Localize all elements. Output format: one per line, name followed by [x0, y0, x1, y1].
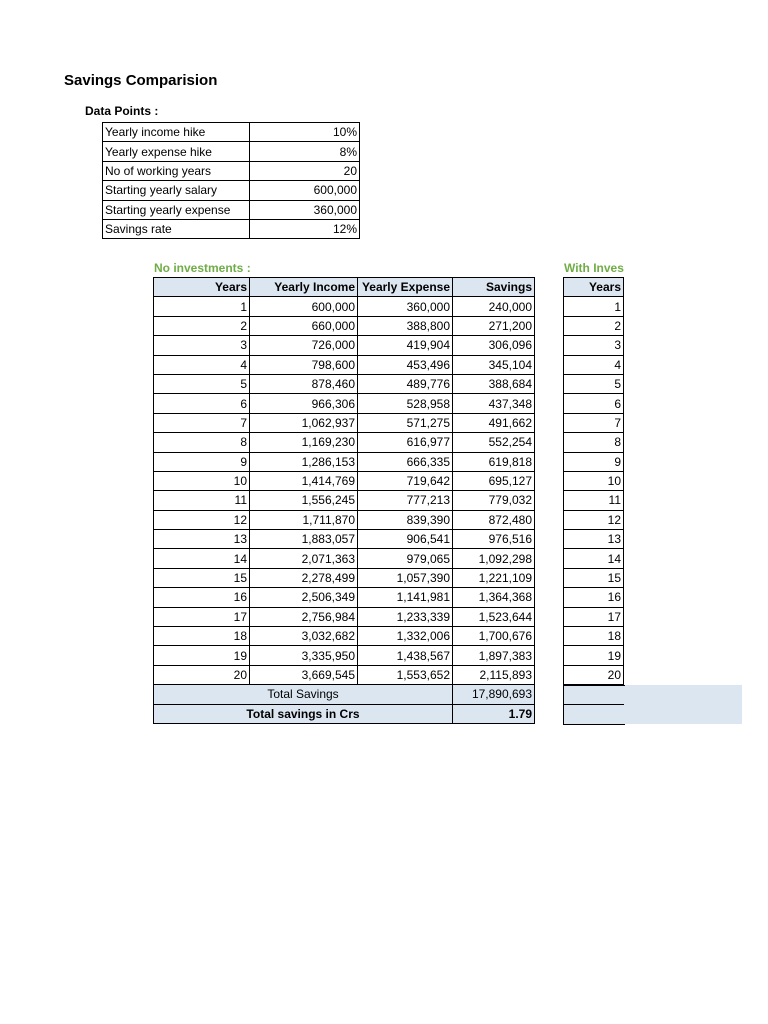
table-row [564, 433, 624, 452]
cell-year: 2 [154, 316, 250, 335]
cell-yearly-expense: 666,335 [358, 452, 453, 471]
cell-year: 6 [564, 394, 624, 413]
table-row [154, 646, 535, 665]
cell-year: 10 [564, 471, 624, 490]
cell-savings: 976,516 [453, 530, 535, 549]
cell-yearly-income: 1,883,057 [250, 530, 358, 549]
table-row [564, 510, 624, 529]
cell-yearly-expense: 388,800 [358, 316, 453, 335]
table-row [154, 491, 535, 510]
cell-yearly-income: 2,506,349 [250, 588, 358, 607]
cell-year: 9 [564, 452, 624, 471]
cell-year: 12 [154, 510, 250, 529]
cell-yearly-income: 1,169,230 [250, 433, 358, 452]
no-investments-label: No investments : [154, 261, 251, 275]
table-row [154, 510, 535, 529]
cell-year: 11 [564, 491, 624, 510]
table-row [564, 471, 624, 490]
cell-year: 10 [154, 471, 250, 490]
cell-yearly-income: 3,669,545 [250, 665, 358, 684]
table-row [564, 588, 624, 607]
with-investments-table-wrap [563, 277, 625, 685]
table-row [154, 336, 535, 355]
table-row [154, 316, 535, 335]
cell-yearly-expense: 1,438,567 [358, 646, 453, 665]
data-point-value: 10% [250, 123, 360, 142]
table-row [154, 433, 535, 452]
cell-year: 4 [564, 355, 624, 374]
cell-yearly-expense: 1,553,652 [358, 665, 453, 684]
cell-yearly-income: 966,306 [250, 394, 358, 413]
cell-savings: 552,254 [453, 433, 535, 452]
table-row [154, 549, 535, 568]
table-row [564, 413, 624, 432]
total-crs-value: 1.79 [453, 704, 535, 723]
cell-year: 6 [154, 394, 250, 413]
cell-yearly-expense: 777,213 [358, 491, 453, 510]
total-savings-value: 17,890,693 [453, 685, 535, 704]
cell-year: 15 [154, 568, 250, 587]
table-row [564, 355, 624, 374]
cell-year: 16 [564, 588, 624, 607]
cell-yearly-expense: 419,904 [358, 336, 453, 355]
cell-savings: 240,000 [453, 297, 535, 316]
cell-year: 3 [154, 336, 250, 355]
cell-yearly-expense: 616,977 [358, 433, 453, 452]
table-row [564, 665, 624, 684]
table-row [154, 452, 535, 471]
cell-year: 18 [154, 627, 250, 646]
table-row [564, 452, 624, 471]
data-point-label: Yearly expense hike [103, 142, 250, 161]
cell-yearly-expense: 719,642 [358, 471, 453, 490]
cell-yearly-expense: 360,000 [358, 297, 453, 316]
table-row [154, 588, 535, 607]
table-row [154, 627, 535, 646]
cell-yearly-income: 1,286,153 [250, 452, 358, 471]
cell-savings: 388,684 [453, 374, 535, 393]
header-savings: Savings [453, 278, 535, 297]
cell-year: 18 [564, 627, 624, 646]
data-point-label: Savings rate [103, 219, 250, 238]
data-point-value: 600,000 [250, 181, 360, 200]
data-points-label: Data Points : [85, 104, 159, 118]
cell-year: 5 [154, 374, 250, 393]
data-point-label: Starting yearly salary [103, 181, 250, 200]
header-yearly-income: Yearly Income [250, 278, 358, 297]
data-point-label: Starting yearly expense [103, 200, 250, 219]
cell-yearly-expense: 1,233,339 [358, 607, 453, 626]
cell-yearly-income: 798,600 [250, 355, 358, 374]
cell-yearly-income: 1,414,769 [250, 471, 358, 490]
cell-yearly-expense: 839,390 [358, 510, 453, 529]
cell-year: 16 [154, 588, 250, 607]
cell-yearly-expense: 906,541 [358, 530, 453, 549]
table-row [154, 568, 535, 587]
table-row [154, 394, 535, 413]
cell-yearly-income: 2,071,363 [250, 549, 358, 568]
table-row [564, 491, 624, 510]
data-point-value: 12% [250, 219, 360, 238]
table-row [564, 374, 624, 393]
cell-savings: 695,127 [453, 471, 535, 490]
cell-savings: 872,480 [453, 510, 535, 529]
cell-year: 8 [154, 433, 250, 452]
data-point-value: 8% [250, 142, 360, 161]
data-point-label: Yearly income hike [103, 123, 250, 142]
table-row [564, 646, 624, 665]
cell-yearly-income: 726,000 [250, 336, 358, 355]
data-points-table [102, 122, 360, 239]
cell-savings: 2,115,893 [453, 665, 535, 684]
table-row [154, 471, 535, 490]
with-investments-table [563, 277, 624, 685]
cell-yearly-income: 1,711,870 [250, 510, 358, 529]
cell-yearly-income: 660,000 [250, 316, 358, 335]
cell-yearly-expense: 571,275 [358, 413, 453, 432]
data-point-label: No of working years [103, 161, 250, 180]
header-yearly-expense: Yearly Expense [358, 278, 453, 297]
cell-savings: 1,364,368 [453, 588, 535, 607]
cell-savings: 1,700,676 [453, 627, 535, 646]
cell-yearly-income: 1,062,937 [250, 413, 358, 432]
total-crs-row [154, 704, 535, 723]
cell-year: 5 [564, 374, 624, 393]
data-point-row [103, 161, 360, 180]
cell-year: 3 [564, 336, 624, 355]
table-row [154, 607, 535, 626]
table-row [564, 394, 624, 413]
cell-yearly-expense: 453,496 [358, 355, 453, 374]
data-point-value: 20 [250, 161, 360, 180]
cell-year: 19 [154, 646, 250, 665]
cell-year: 1 [564, 297, 624, 316]
cell-year: 12 [564, 510, 624, 529]
cell-yearly-income: 3,335,950 [250, 646, 358, 665]
cell-year: 14 [154, 549, 250, 568]
with-investments-totals-area [563, 685, 742, 724]
cell-yearly-income: 878,460 [250, 374, 358, 393]
table-row [564, 316, 624, 335]
cell-year: 15 [564, 568, 624, 587]
cell-yearly-expense: 489,776 [358, 374, 453, 393]
data-point-row [103, 200, 360, 219]
cell-savings: 1,092,298 [453, 549, 535, 568]
table-header-row [564, 278, 624, 297]
data-point-row [103, 219, 360, 238]
table-row [154, 355, 535, 374]
cell-year: 1 [154, 297, 250, 316]
cell-year: 8 [564, 433, 624, 452]
table-row [564, 530, 624, 549]
cell-year: 2 [564, 316, 624, 335]
table-header-row [154, 278, 535, 297]
page-title: Savings Comparision [64, 72, 218, 89]
cell-year: 7 [154, 413, 250, 432]
cell-savings: 437,348 [453, 394, 535, 413]
cell-year: 4 [154, 355, 250, 374]
cell-savings: 779,032 [453, 491, 535, 510]
table-row [154, 413, 535, 432]
data-point-value: 360,000 [250, 200, 360, 219]
cell-yearly-expense: 1,057,390 [358, 568, 453, 587]
table-row [154, 530, 535, 549]
cell-savings: 306,096 [453, 336, 535, 355]
cell-yearly-expense: 528,958 [358, 394, 453, 413]
data-point-row [103, 142, 360, 161]
total-crs-label: Total savings in Crs [154, 704, 453, 723]
no-investments-table [153, 277, 535, 724]
cell-savings: 271,200 [453, 316, 535, 335]
cell-yearly-income: 3,032,682 [250, 627, 358, 646]
cell-savings: 1,897,383 [453, 646, 535, 665]
table-row [154, 297, 535, 316]
total-savings-label: Total Savings [154, 685, 453, 704]
cell-yearly-expense: 1,141,981 [358, 588, 453, 607]
header-years: Years [154, 278, 250, 297]
cell-year: 7 [564, 413, 624, 432]
table-row [564, 297, 624, 316]
cell-yearly-expense: 1,332,006 [358, 627, 453, 646]
data-point-row [103, 123, 360, 142]
table-row [154, 374, 535, 393]
table-row [564, 568, 624, 587]
cell-year: 19 [564, 646, 624, 665]
table-row [564, 549, 624, 568]
cell-year: 20 [154, 665, 250, 684]
cell-year: 13 [564, 530, 624, 549]
cell-year: 9 [154, 452, 250, 471]
data-point-row [103, 181, 360, 200]
cell-yearly-income: 2,756,984 [250, 607, 358, 626]
cell-savings: 619,818 [453, 452, 535, 471]
cell-yearly-income: 2,278,499 [250, 568, 358, 587]
table-row [154, 665, 535, 684]
header-years: Years [564, 278, 624, 297]
table-row [564, 607, 624, 626]
cell-yearly-income: 600,000 [250, 297, 358, 316]
cell-year: 17 [564, 607, 624, 626]
cell-savings: 345,104 [453, 355, 535, 374]
cell-year: 13 [154, 530, 250, 549]
cell-year: 17 [154, 607, 250, 626]
cell-year: 14 [564, 549, 624, 568]
cell-savings: 491,662 [453, 413, 535, 432]
with-investments-label: With Inves [564, 261, 624, 275]
cell-savings: 1,523,644 [453, 607, 535, 626]
cell-yearly-income: 1,556,245 [250, 491, 358, 510]
table-row [564, 627, 624, 646]
cell-yearly-expense: 979,065 [358, 549, 453, 568]
table-row [564, 336, 624, 355]
cell-year: 11 [154, 491, 250, 510]
total-savings-row [154, 685, 535, 704]
cell-year: 20 [564, 665, 624, 684]
cell-savings: 1,221,109 [453, 568, 535, 587]
